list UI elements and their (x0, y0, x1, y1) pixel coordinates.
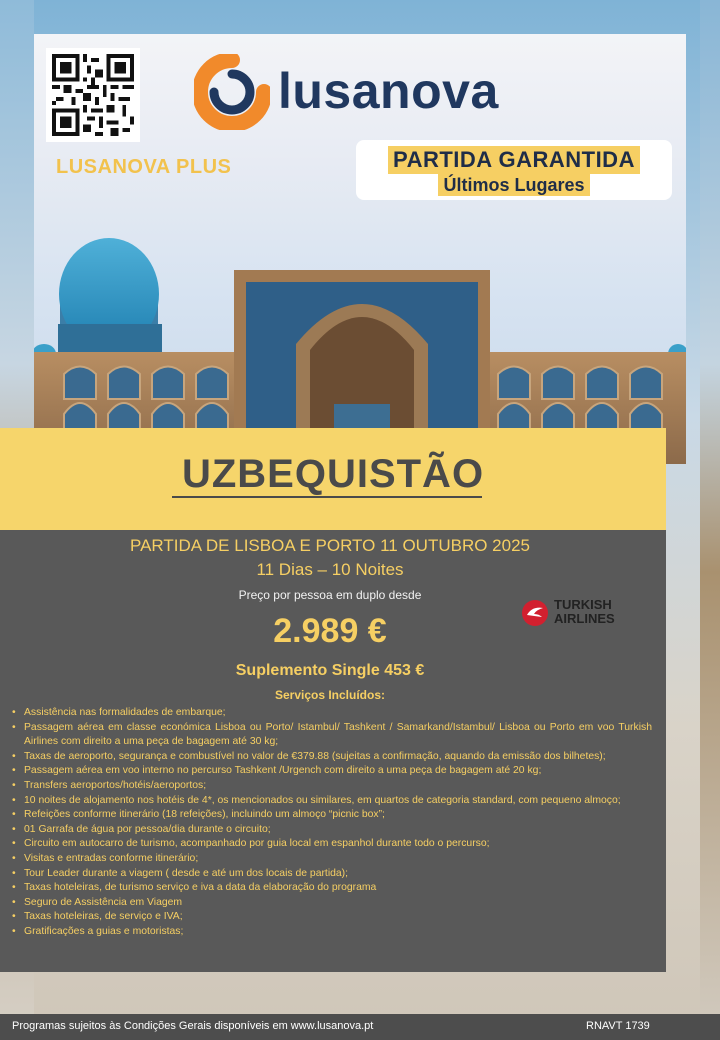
license-number: RNAVT 1739 (586, 1020, 650, 1032)
madrasa-illustration (34, 214, 686, 464)
services-list (0, 706, 666, 940)
title-underline (172, 496, 482, 498)
product-line-label: LUSANOVA PLUS (56, 156, 232, 178)
list-item: • Passagem aérea em voo interno no percurso Tashkent /Urgench com direito a uma peça de bagagem até 20 kg; (12, 764, 652, 779)
price-label: Preço por pessoa em duplo desde (238, 588, 422, 602)
badge-title: PARTIDA GARANTIDA (388, 146, 640, 174)
lusanova-logo-icon (194, 54, 270, 130)
list-item: • 01 Garrafa de água por pessoa/dia durante o circuito; (12, 823, 652, 838)
airline-name (554, 598, 615, 626)
destination-band (0, 428, 666, 530)
badge-subtitle: Últimos Lugares (438, 174, 589, 196)
list-item: • Visitas e entradas conforme itinerário; (12, 852, 652, 867)
list-item: • Taxas hoteleiras, de serviço e IVA; (12, 910, 652, 925)
single-supplement: Suplemento Single 453 € (235, 662, 425, 679)
turkish-airlines-icon (522, 600, 548, 626)
services-title: Serviços Incluídos: (274, 688, 386, 702)
list-item: • Transfers aeroportos/hotéis/aeroportos; (12, 779, 652, 794)
guaranteed-departure-badge (356, 140, 672, 200)
list-item: • Taxas hoteleiras, de turismo serviço e iva a data da elaboração do programa (12, 881, 652, 896)
lusanova-logo (194, 54, 534, 134)
departure-info: PARTIDA DE LISBOA E PORTO 11 OUTUBRO 2025 (130, 536, 530, 555)
airline-logo (522, 596, 642, 630)
info-panel (0, 530, 666, 972)
list-item: • Taxas de aeroporto, segurança e combustível no valor de €379.88 (sujeitas a confirmação, aquando da emissão dos bilhetes); (12, 750, 652, 765)
list-item: • Gratificações a guias e motoristas; (12, 925, 652, 940)
list-item: • Seguro de Assistência em Viagem (12, 896, 652, 911)
airline-name-line1: TURKISH (554, 597, 612, 612)
list-item: • Assistência nas formalidades de embarque; (12, 706, 652, 721)
footer (0, 1014, 720, 1040)
trip-duration: 11 Dias – 10 Noites (256, 560, 404, 579)
airline-name-line2: AIRLINES (554, 611, 615, 626)
list-item: • Passagem aérea em classe económica Lisboa ou Porto/ Istambul/ Tashkent / Samarkand/Istambul/ Lisboa ou Porto em voo Turkish Airlines com direito a uma peça de bagagem até 30 kg; (12, 721, 652, 750)
background-strip-right (700, 0, 720, 1040)
terms-link[interactable]: Programas sujeitos às Condições Gerais disponíveis em www.lusanova.pt (12, 1020, 374, 1032)
destination-title: UZBEQUISTÃO (181, 452, 485, 496)
logo-text: lusanova (278, 63, 499, 119)
list-item: • Circuito em autocarro de turismo, acompanhado por guia local em espanhol durante todo o percurso; (12, 837, 652, 852)
list-item: • Refeições conforme itinerário (18 refeições), incluindo um almoço “picnic box”; (12, 808, 652, 823)
list-item: • 10 noites de alojamento nos hotéis de 4*, os mencionados ou similares, em quartos de categoria standard, com pequeno almoço; (12, 794, 652, 809)
price-value: 2.989 € (273, 612, 387, 650)
list-item: • Tour Leader durante a viagem ( desde e até um dos locais de partida); (12, 867, 652, 882)
qr-code-icon[interactable] (46, 48, 140, 142)
